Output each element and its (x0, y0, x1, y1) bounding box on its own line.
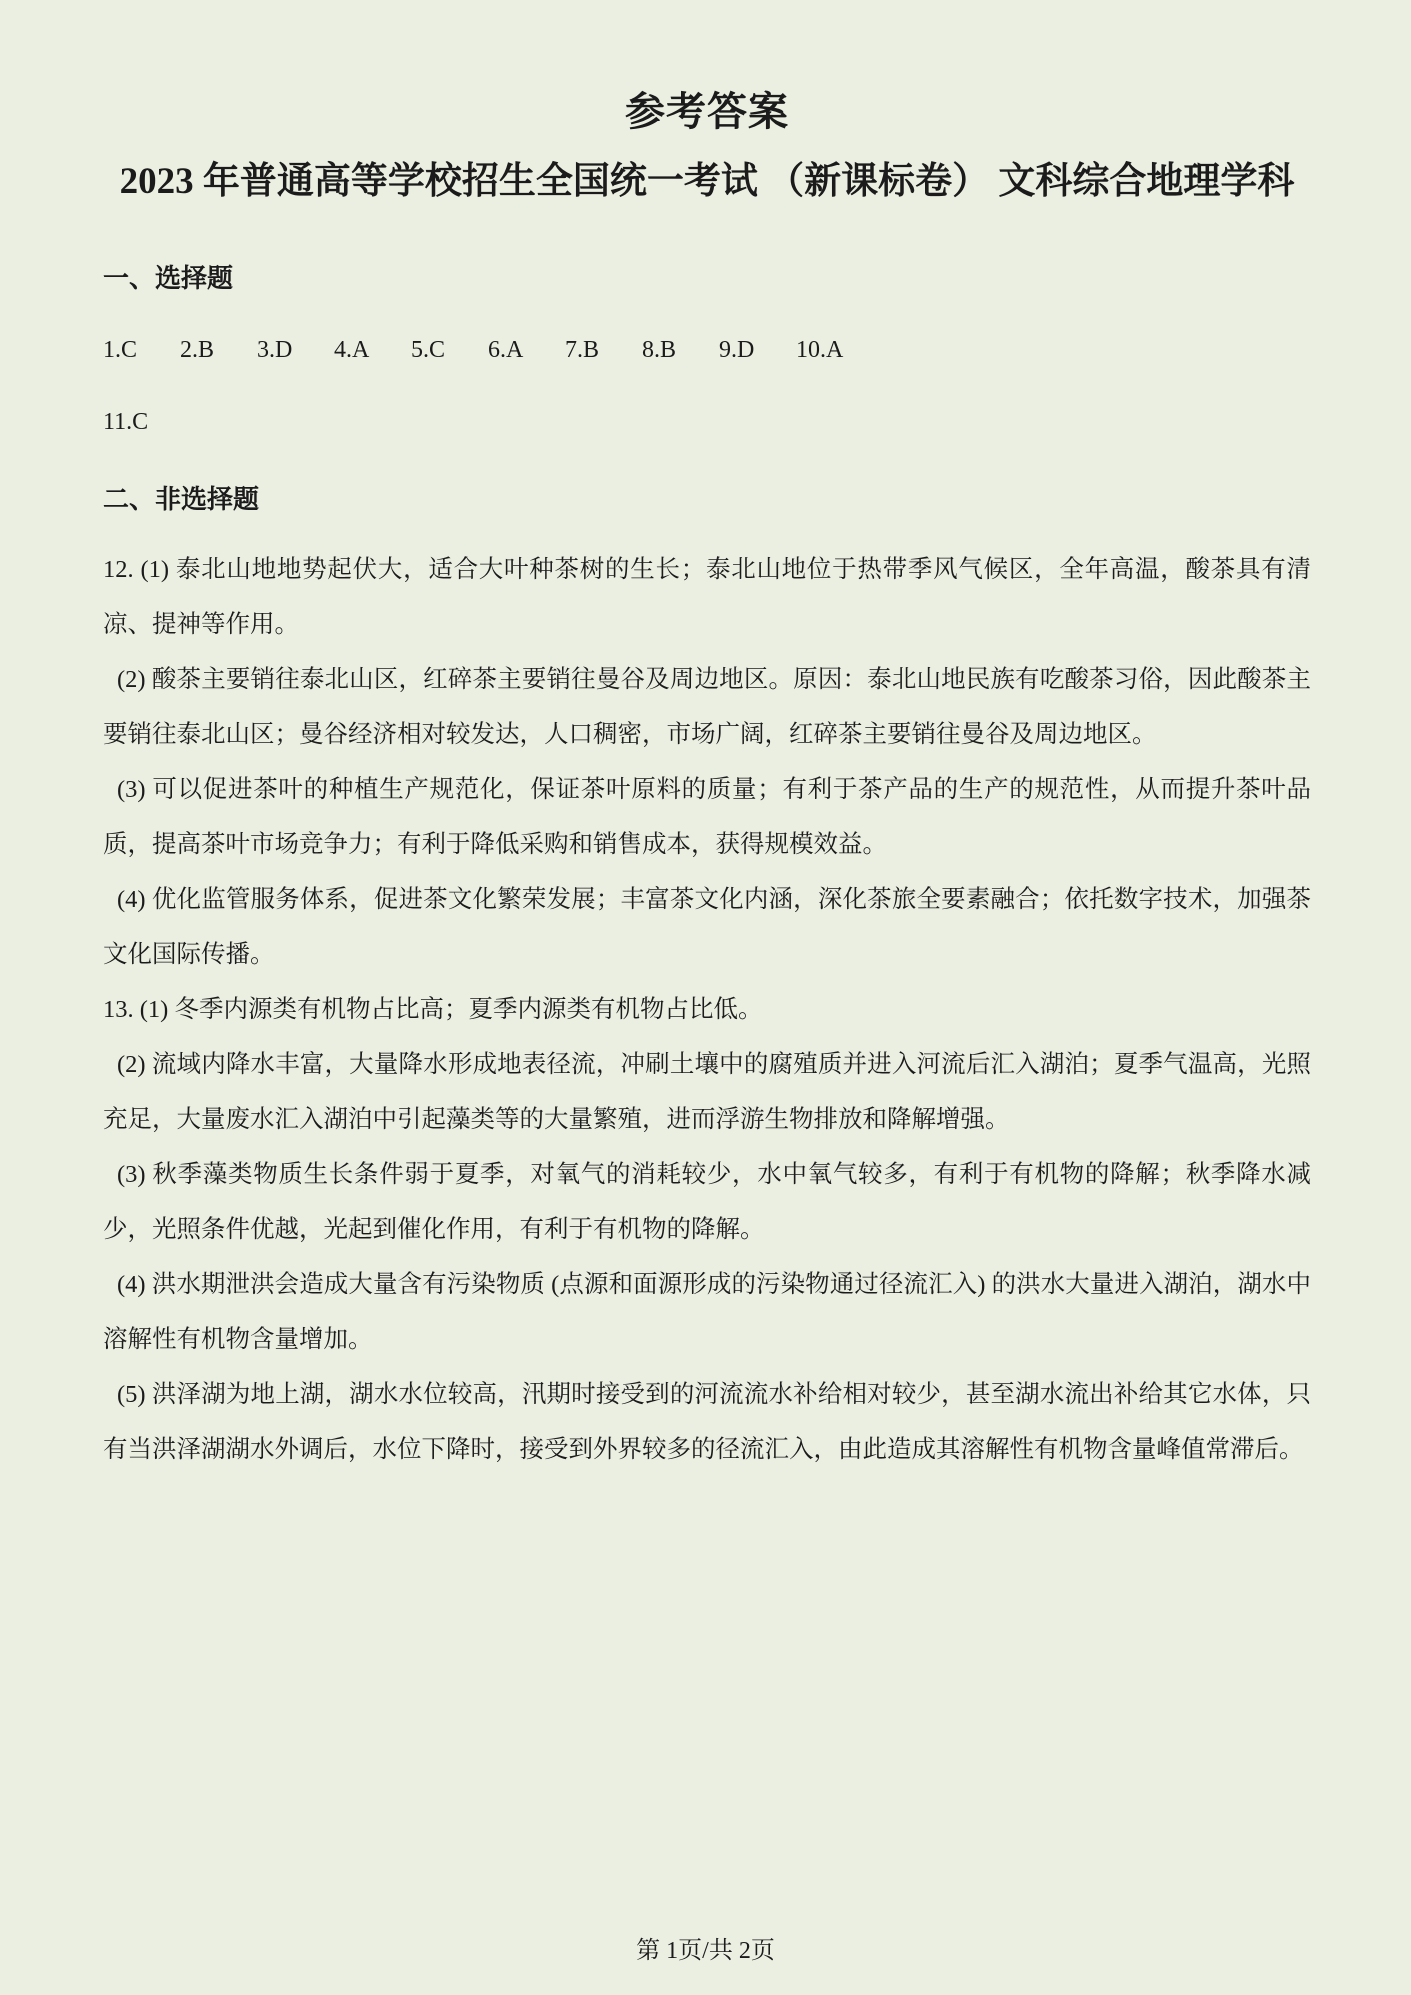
answer-paragraph-13-2: (2) 流域内降水丰富，大量降水形成地表径流，冲刷土壤中的腐殖质并进入河流后汇入湖泊；夏季气温高，光照充足，大量废水汇入湖泊中引起藻类等的大量繁殖，进而浮游生物排放和降解增强。 (103, 1051, 1311, 1133)
answer-paragraph-13-1: 13. (1) 冬季内源类有机物占比高；夏季内源类有机物占比低。 (103, 996, 763, 1023)
answer-item-3: 3.D (257, 337, 293, 363)
answer-item-2: 2.B (180, 337, 215, 363)
non-choice-answers (103, 542, 1311, 1477)
answer-paragraph-13-4: (4) 洪水期泄洪会造成大量含有污染物质 (点源和面源形成的污染物通过径流汇入) 的洪水大量进入湖泊，湖水中溶解性有机物含量增加。 (103, 1271, 1311, 1353)
answer-paragraph-12-1: 12. (1) 泰北山地地势起伏大，适合大叶种茶树的生长；泰北山地位于热带季风气候区，全年高温，酸茶具有清凉、提神等作用。 (103, 556, 1311, 638)
answer-paragraph-12-4: (4) 优化监管服务体系，促进茶文化繁荣发展；丰富茶文化内涵，深化茶旅全要素融合；依托数字技术，加强茶文化国际传播。 (103, 886, 1311, 968)
answer-paragraph-12-2: (2) 酸茶主要销往泰北山区，红碎茶主要销往曼谷及周边地区。原因：泰北山地民族有吃酸茶习俗，因此酸茶主要销往泰北山区；曼谷经济相对较发达，人口稠密，市场广阔，红碎茶主要销往曼谷及周边地区。 (103, 666, 1311, 748)
answer-paragraph-13-5: (5) 洪泽湖为地上湖，湖水水位较高，汛期时接受到的河流流水补给相对较少，甚至湖水流出补给其它水体，只有当洪泽湖湖水外调后，水位下降时，接受到外界较多的径流汇入，由此造成其溶解性有机物含量峰值常滞后。 (103, 1381, 1311, 1463)
answer-item-7: 7.B (565, 337, 600, 363)
document-title: 参考答案 (625, 89, 789, 134)
answer-item-6: 6.A (488, 337, 524, 363)
answer-item-4: 4.A (334, 337, 370, 363)
section-heading-non-choice: 二、非选择题 (103, 485, 260, 514)
answer-paragraph-13-3: (3) 秋季藻类物质生长条件弱于夏季，对氧气的消耗较少，水中氧气较多，有利于有机物的降解；秋季降水减少，光照条件优越，光起到催化作用，有利于有机物的降解。 (103, 1161, 1311, 1243)
answer-item-8: 8.B (642, 337, 677, 363)
section-heading-choice: 一、选择题 (103, 264, 234, 293)
answer-item-9: 9.D (719, 337, 755, 363)
choice-answers-row-1 (103, 337, 1311, 363)
document-subtitle: 2023 年普通高等学校招生全国统一考试 （新课标卷） 文科综合地理学科 (119, 161, 1295, 202)
page-footer (0, 1930, 1411, 1965)
answer-item-1: 1.C (103, 337, 138, 363)
answer-item-5: 5.C (411, 337, 446, 363)
answer-item-10: 10.A (796, 337, 844, 363)
page-number: 第 1页/共 2页 (636, 1938, 775, 1964)
choice-answers-row-2 (103, 409, 1311, 435)
answer-item-11: 11.C (103, 409, 149, 435)
answer-paragraph-12-3: (3) 可以促进茶叶的种植生产规范化，保证茶叶原料的质量；有利于茶产品的生产的规范性，从而提升茶叶品质，提高茶叶市场竞争力；有利于降低采购和销售成本，获得规模效益。 (103, 776, 1311, 858)
